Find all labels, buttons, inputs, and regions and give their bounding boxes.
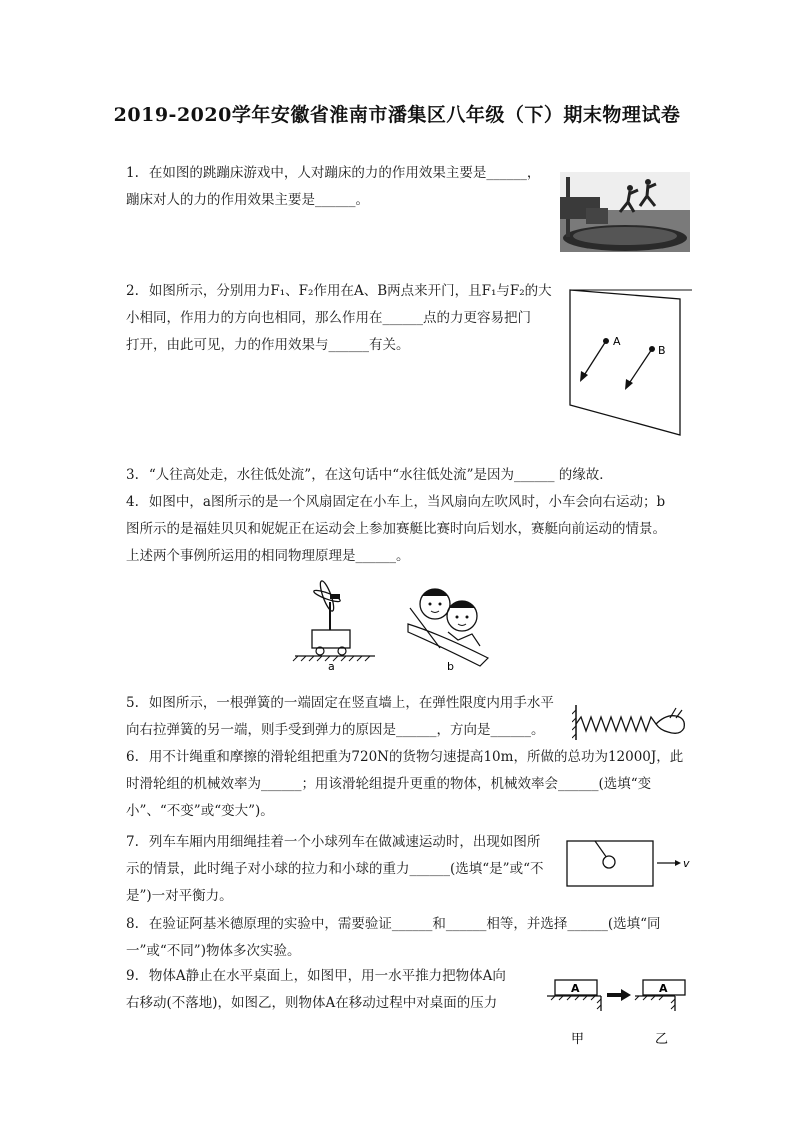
question-9	[126, 963, 546, 1017]
question-line: 图所示的是福娃贝贝和妮妮正在运动会上参加赛艇比赛时向后划水，赛艇向前运动的情景。	[126, 521, 666, 537]
figure-a-caption: a	[328, 660, 335, 673]
point-b-label: B	[658, 344, 666, 357]
question-line: 在验证阿基米德原理的实验中，需要验证______和______相等，并选择______(选填“同	[148, 916, 661, 932]
question-line: “人往高处走，水往低处流”，在这句话中“水往低处流”是因为______ 的缘故．	[148, 467, 613, 483]
spring-figure	[572, 702, 692, 742]
train-figure	[565, 838, 695, 890]
question-4	[126, 489, 701, 570]
question-line: 是”)一对平衡力。	[126, 888, 233, 904]
block-a-label-left: A	[571, 982, 580, 995]
velocity-label: v	[683, 857, 690, 870]
question-line: 示的情景，此时绳子对小球的拉力和小球的重力______(选填“是”或“不	[126, 861, 544, 877]
question-number: 4.	[126, 494, 139, 510]
caption-jia: 甲	[571, 1032, 585, 1047]
question-2	[126, 278, 556, 359]
question-number: 3.	[126, 467, 139, 483]
question-line: 小相同，作用力的方向也相同，那么作用在______点的力更容易把门	[126, 310, 531, 326]
question-7	[126, 829, 556, 910]
question-5	[126, 690, 566, 744]
question-line: 如图所示，一根弹簧的一端固定在竖直墙上，在弹性限度内用手水平	[148, 695, 554, 711]
question-line: 时滑轮组的机械效率为______；用该滑轮组提升更重的物体，机械效率会______(选填“变	[126, 776, 652, 792]
question-number: 9.	[126, 968, 139, 984]
trampoline-photo	[560, 172, 690, 252]
question-number: 7.	[126, 834, 139, 850]
question-6	[126, 744, 696, 825]
question-3	[126, 462, 686, 489]
question-line: 在如图的跳蹦床游戏中，人对蹦床的力的作用效果主要是______，	[148, 165, 541, 181]
fan-car-figure	[290, 574, 510, 674]
question-number: 6.	[126, 749, 139, 765]
question-number: 8.	[126, 916, 139, 932]
question-line: 如图所示，分别用力F₁、F₂作用在A、B两点来开门，且F₁与F₂的大	[148, 283, 552, 299]
page-title: 2019-2020学年安徽省淮南市潘集区八年级（下）期末物理试卷	[113, 104, 681, 126]
question-number: 2.	[126, 283, 139, 299]
question-line: 蹦床对人的力的作用效果主要是______。	[126, 192, 369, 208]
question-line: 物体A静止在水平桌面上，如图甲，用一水平推力把物体A向	[148, 968, 506, 984]
question-1	[126, 160, 556, 214]
question-line: 打开，由此可见，力的作用效果与______有关。	[126, 337, 410, 353]
question-number: 5.	[126, 695, 139, 711]
question-line: 用不计绳重和摩擦的滑轮组把重为720N的货物匀速提高10m，所做的总功为12000J，此	[148, 749, 684, 765]
rowing-drawing	[408, 589, 488, 666]
question-line: 小”、“不变”或“变大”)。	[126, 803, 274, 819]
question-8	[126, 911, 696, 965]
point-a-label: A	[613, 335, 621, 348]
caption-yi: 乙	[655, 1032, 669, 1047]
block-figure	[545, 975, 695, 1050]
question-line: 一”或“不同”)物体多次实验。	[126, 943, 301, 959]
question-line: 向右拉弹簧的另一端，则手受到弹力的原因是______，方向是______。	[126, 722, 545, 738]
question-number: 1.	[126, 165, 139, 181]
question-line: 右移动(不落地)，如图乙，则物体A在移动过程中对桌面的压力	[126, 995, 498, 1011]
figure-b-caption: b	[447, 660, 454, 673]
fan-car-drawing	[293, 580, 375, 661]
question-line: 如图中，a图所示的是一个风扇固定在小车上，当风扇向左吹风时，小车会向右运动；b	[148, 494, 666, 510]
question-line: 列车车厢内用细绳挂着一个小球列车在做减速运动时，出现如图所	[148, 834, 541, 850]
door-figure	[566, 285, 692, 440]
question-line: 上述两个事例所运用的相同物理原理是______。	[126, 548, 410, 564]
block-a-label-right: A	[659, 982, 668, 995]
